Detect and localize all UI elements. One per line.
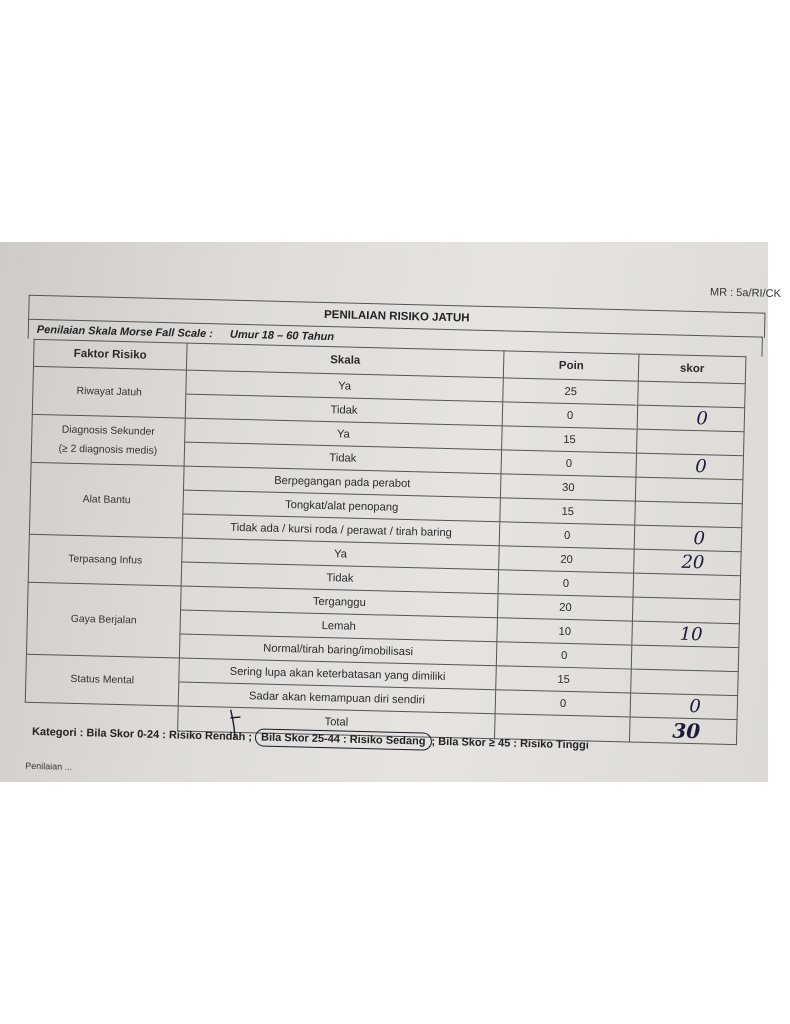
scale-cell: Tidak bbox=[181, 562, 499, 594]
col-header-scale: Skala bbox=[186, 343, 504, 378]
points-cell: 0 bbox=[500, 522, 635, 549]
scale-cell: Tidak ada / kursi roda / perawat / tirah baring bbox=[182, 514, 500, 546]
score-cell bbox=[632, 597, 740, 624]
score-cell: 0 bbox=[636, 453, 744, 480]
factor-cell: Riwayat Jatuh bbox=[32, 366, 186, 418]
score-cell bbox=[631, 669, 739, 696]
age-range: Umur 18 – 60 Tahun bbox=[229, 328, 335, 344]
scale-cell: Sadar akan kemampuan diri sendiri bbox=[178, 682, 496, 714]
points-cell: 0 bbox=[502, 402, 637, 429]
total-label: Total bbox=[177, 706, 495, 739]
points-cell: 15 bbox=[500, 498, 635, 525]
category-suffix: ; Bila Skor ≥ 45 : Risiko Tinggi bbox=[431, 735, 590, 752]
col-header-factor: Faktor Risiko bbox=[33, 339, 186, 370]
factor-cell bbox=[31, 414, 185, 466]
points-cell: 0 bbox=[498, 570, 633, 597]
points-cell: 0 bbox=[495, 690, 630, 717]
total-score: 30 bbox=[630, 717, 738, 745]
document-photo bbox=[0, 242, 782, 782]
points-cell: 10 bbox=[497, 618, 632, 645]
form-title: PENILAIAN RISIKO JATUH bbox=[28, 295, 765, 338]
score-cell: 0 bbox=[637, 405, 745, 432]
scale-cell: Ya bbox=[184, 418, 502, 450]
col-header-score: skor bbox=[638, 354, 746, 384]
scale-cell: Ya bbox=[182, 538, 500, 570]
factor-cell: Gaya Berjalan bbox=[26, 582, 180, 658]
factor-cell: Status Mental bbox=[25, 654, 179, 706]
score-cell: 20 bbox=[634, 549, 742, 576]
mr-code: MR : 5a/RI/CK bbox=[709, 286, 782, 301]
score-cell: 0 bbox=[630, 693, 738, 720]
scale-cell: Tidak bbox=[184, 442, 502, 474]
points-cell: 25 bbox=[503, 378, 638, 405]
points-cell: 20 bbox=[498, 594, 633, 621]
points-cell: 30 bbox=[501, 474, 636, 501]
scale-cell: Lemah bbox=[180, 610, 498, 642]
next-section-cut: Penilaian ... bbox=[25, 760, 73, 772]
points-cell: 15 bbox=[496, 666, 631, 693]
score-cell bbox=[638, 381, 746, 408]
scale-cell: Berpegangan pada perabot bbox=[183, 466, 501, 498]
score-cell bbox=[631, 645, 739, 672]
score-cell bbox=[635, 501, 743, 528]
score-cell bbox=[637, 429, 745, 456]
factor-cell: Terpasang Infus bbox=[28, 534, 182, 586]
points-cell: 0 bbox=[501, 450, 636, 477]
form-sheet bbox=[0, 242, 790, 821]
scale-cell: Ya bbox=[186, 370, 504, 402]
col-header-points: Poin bbox=[504, 351, 639, 381]
points-cell: 15 bbox=[502, 426, 637, 453]
scale-cell: Normal/tirah baring/imobilisasi bbox=[179, 634, 497, 666]
points-cell: 0 bbox=[497, 642, 632, 669]
score-cell: 10 bbox=[632, 621, 740, 648]
score-cell bbox=[635, 477, 743, 504]
factor-note: (≥ 2 diagnosis medis) bbox=[58, 442, 158, 457]
points-cell: 20 bbox=[499, 546, 634, 573]
scale-cell: Sering lupa akan keterbatasan yang dimiliki bbox=[179, 658, 497, 690]
morse-fall-table bbox=[24, 339, 746, 745]
score-cell: 0 bbox=[634, 525, 742, 552]
factor-cell: Alat Bantu bbox=[29, 462, 183, 538]
scale-cell: Tidak bbox=[185, 394, 503, 426]
scale-cell: Terganggu bbox=[180, 586, 498, 618]
factor-label: Diagnosis Sekunder bbox=[61, 424, 155, 438]
scale-cell: Tongkat/alat penopang bbox=[183, 490, 501, 522]
category-prefix: Kategori : Bila Skor 0-24 : Risiko Rendah ; bbox=[31, 725, 253, 744]
category-circled: Bila Skor 25-44 : Risiko Sedang bbox=[255, 728, 432, 750]
scale-label: Penilaian Skala Morse Fall Scale : bbox=[36, 323, 214, 341]
score-cell bbox=[633, 573, 741, 600]
